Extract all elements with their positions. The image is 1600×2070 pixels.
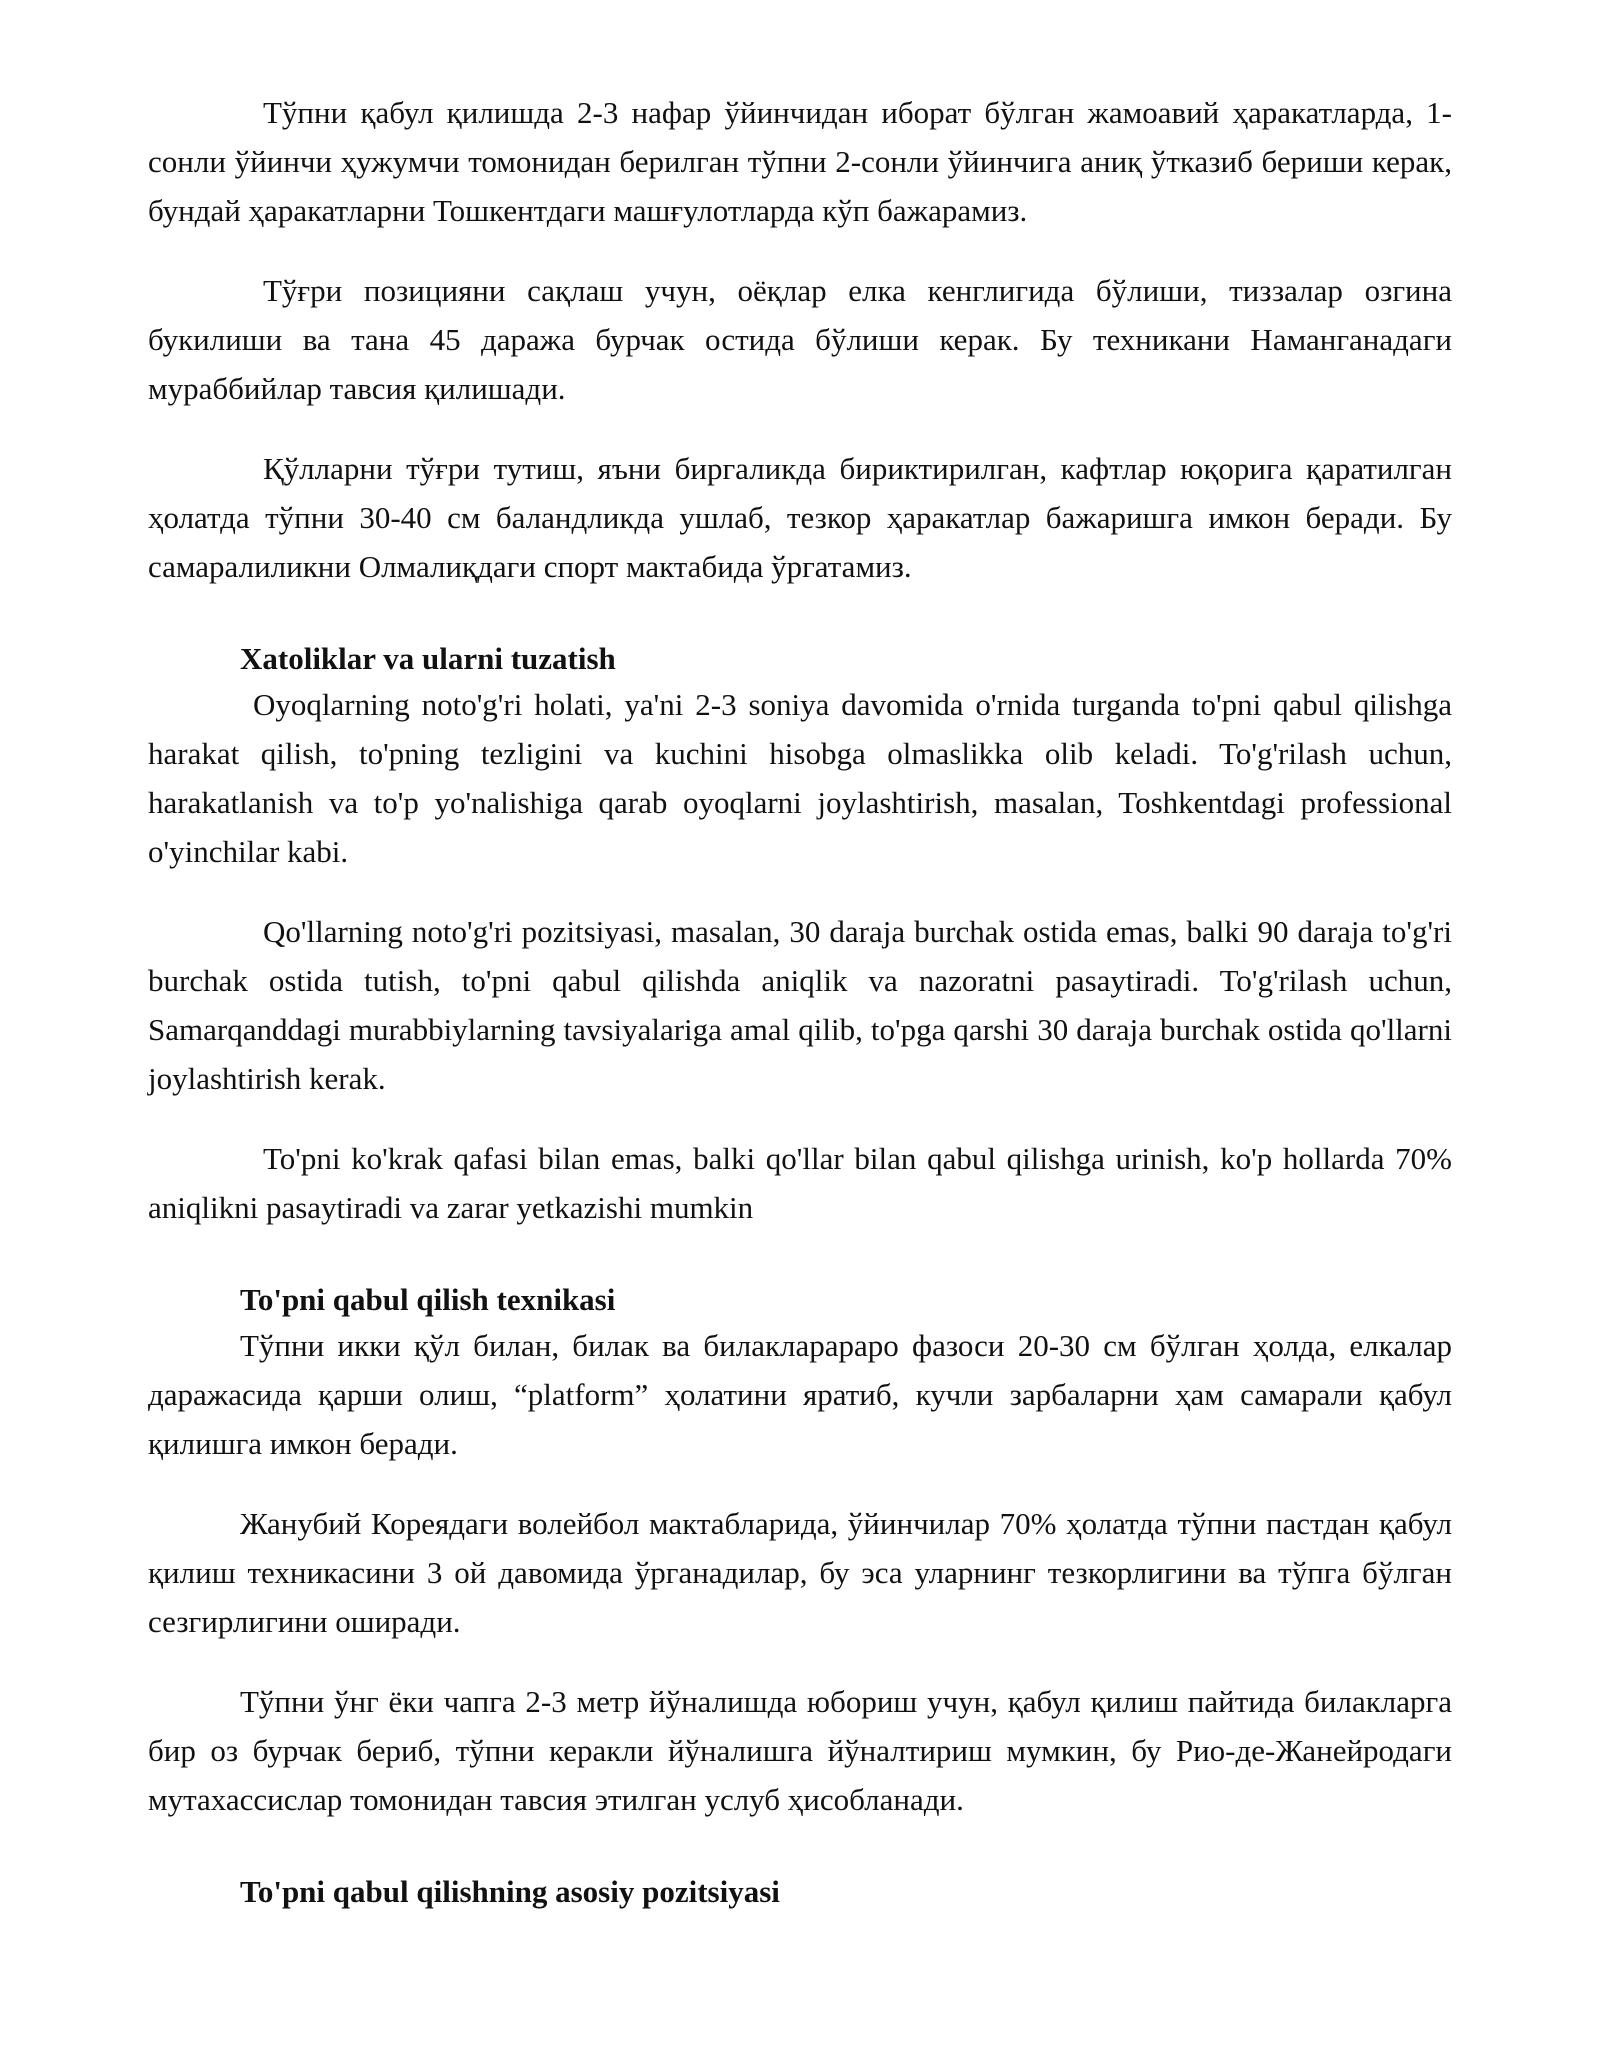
- section-heading: Xatoliklar va ularni tuzatish: [240, 641, 616, 676]
- document-page: [148, 88, 1452, 1913]
- paragraph: Тўғри позицияни сақлаш учун, оёқлар елка кенглигида бўлиши, тиззалар озгина букилиши ва тана 45 даража бурчак остида бўлиши керак. Бу техникани Наманганадаги мураббийлар тавсия қилишади.: [148, 273, 1452, 406]
- paragraph: Тўпни қабул қилишда 2-3 нафар ўйинчидан иборат бўлган жамоавий ҳаракатларда, 1-сонли ўйинчи ҳужумчи томонидан берилган тўпни 2-сонли ўйинчига аниқ ўтказиб бериши керак, бундай ҳаракатларни Тошкентдаги машғулотларда кўп бажарамиз.: [148, 95, 1452, 228]
- paragraph: Жанубий Кореядаги волейбол мактабларида, ўйинчилар 70% ҳолатда тўпни пастдан қабул қилиш техникасини 3 ой давомида ўрганадилар, бу эса уларнинг тезкорлигини ва тўпга бўлган сезгирлигини оширади.: [148, 1506, 1452, 1639]
- section-heading: To'pni qabul qilishning asosiy pozitsiyasi: [240, 1874, 780, 1909]
- paragraph: Oyoqlarning noto'g'ri holati, ya'ni 2-3 soniya davomida o'rnida turganda to'pni qabul qilishga harakat qilish, to'pning tezligini va kuchini hisobga olmaslikka olib keladi. To'g'rilash uchun, harakatlanish va to'p yo'nalishiga qarab oyoqlarni joylashtirish, masalan, Toshkentdagi professional o'yinchilar kabi.: [148, 687, 1452, 869]
- paragraph: Тўпни икки қўл билан, билак ва билакларараро фазоси 20-30 см бўлган ҳолда, елкалар даражасида қарши олиш, “platform” ҳолатини яратиб, кучли зарбаларни ҳам самарали қабул қилишга имкон беради.: [148, 1328, 1452, 1461]
- section-heading: To'pni qabul qilish texnikasi: [240, 1282, 616, 1317]
- paragraph: To'pni ko'krak qafasi bilan emas, balki qo'llar bilan qabul qilishga urinish, ko'p hollarda 70% aniqlikni pasaytiradi va zarar yetkazishi mumkin: [148, 1141, 1452, 1225]
- paragraph: Қўлларни тўғри тутиш, яъни биргаликда бириктирилган, кафтлар юқорига қаратилган ҳолатда тўпни 30-40 см баландликда ушлаб, тезкор ҳаракатлар бажаришга имкон беради. Бу самаралиликни Олмалиқдаги спорт мактабида ўргатамиз.: [148, 451, 1452, 584]
- paragraph: Тўпни ўнг ёки чапга 2-3 метр йўналишда юбориш учун, қабул қилиш пайтида билакларга бир оз бурчак бериб, тўпни керакли йўналишга йўналтириш мумкин, бу Рио-де-Жанейродаги мутахассислар томонидан тавсия этилган услуб ҳисобланади.: [148, 1684, 1452, 1817]
- paragraph: Qo'llarning noto'g'ri pozitsiyasi, masalan, 30 daraja burchak ostida emas, balki 90 daraja to'g'ri burchak ostida tutish, to'pni qabul qilishda aniqlik va nazoratni pasaytiradi. To'g'rilash uchun, Samarqanddagi murabbiylarning tavsiyalariga amal qilib, to'pga qarshi 30 daraja burchak ostida qo'llarni joylashtirish kerak.: [148, 914, 1452, 1096]
